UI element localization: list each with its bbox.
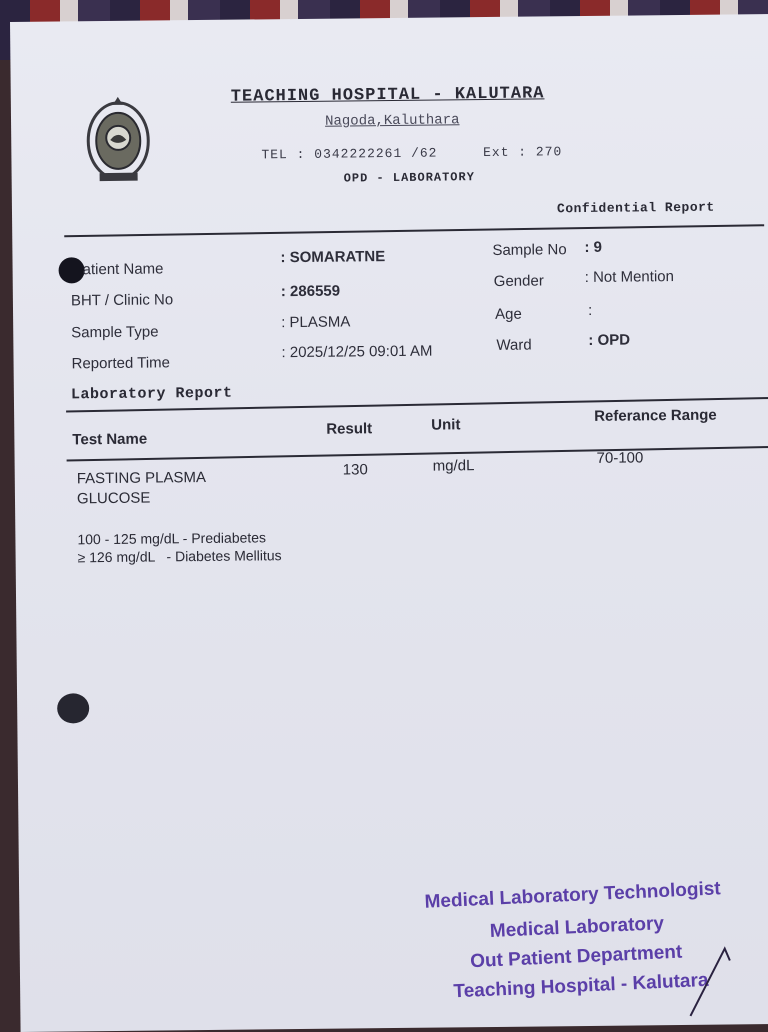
tel-label: TEL : — [261, 146, 306, 163]
lab-report-sheet — [10, 14, 768, 1032]
laboratory-report-title: Laboratory Report — [70, 384, 233, 404]
column-header-test-name: Test Name — [72, 430, 148, 449]
sample-no-label: Sample No — [492, 241, 567, 259]
gender-value: : Not Mention — [584, 268, 675, 286]
ext-number: 270 — [535, 144, 563, 160]
interpretation-note-diabetes: ≥ 126 mg/dL - Diabetes Mellitus — [77, 547, 282, 566]
lab-stamp-line3: Out Patient Department — [469, 941, 683, 973]
signature-stroke-icon — [680, 940, 741, 1021]
test-name-line1: FASTING PLASMA — [76, 468, 207, 488]
table-header-divider — [67, 446, 768, 462]
sample-type-label: Sample Type — [71, 323, 159, 342]
hospital-address: Nagoda,Kaluthara — [324, 112, 460, 130]
column-header-unit: Unit — [431, 416, 461, 434]
reported-time-value: : 2025/12/25 09:01 AM — [281, 342, 433, 362]
lab-stamp-line4: Teaching Hospital - Kalutara — [453, 969, 709, 1003]
test-name-line2: GLUCOSE — [76, 489, 151, 508]
confidential-label: Confidential Report — [556, 199, 715, 217]
hospital-telephone — [261, 144, 562, 162]
sample-no-value: : 9 — [584, 238, 602, 256]
column-header-result: Result — [326, 420, 373, 438]
hospital-name: TEACHING HOSPITAL - KALUTARA — [230, 84, 545, 107]
interpretation-note-prediabetes: 100 - 125 mg/dL - Prediabetes — [77, 529, 267, 548]
ward-value: : OPD — [588, 331, 631, 349]
sample-type-value: : PLASMA — [281, 313, 351, 332]
tel-number: 0342222261 /62 — [314, 145, 438, 162]
table-row — [77, 468, 207, 509]
age-value: : — [587, 301, 593, 319]
punch-hole — [57, 693, 89, 723]
header-divider — [64, 224, 764, 237]
result-value: 130 — [342, 461, 368, 479]
age-label: Age — [494, 305, 522, 323]
ink-blot — [58, 257, 84, 283]
ext-label: Ext : — [482, 144, 528, 161]
sri-lanka-emblem-icon — [85, 93, 152, 186]
department-name: OPD - LABORATORY — [343, 170, 475, 186]
bht-clinic-label: BHT / Clinic No — [70, 291, 174, 310]
reported-time-label: Reported Time — [71, 354, 171, 373]
unit-value: mg/dL — [432, 457, 475, 475]
lab-stamp-line2: Medical Laboratory — [489, 913, 665, 943]
ward-label: Ward — [496, 336, 532, 354]
patient-name-label: atient Name — [82, 260, 164, 279]
reference-range-value: 70-100 — [596, 449, 644, 467]
lab-stamp-line1: Medical Laboratory Technologist — [424, 878, 722, 913]
bht-clinic-value: : 286559 — [280, 282, 341, 301]
column-header-reference-range: Referance Range — [594, 406, 717, 425]
gender-label: Gender — [493, 272, 544, 290]
patient-name-value: : SOMARATNE — [280, 248, 386, 267]
